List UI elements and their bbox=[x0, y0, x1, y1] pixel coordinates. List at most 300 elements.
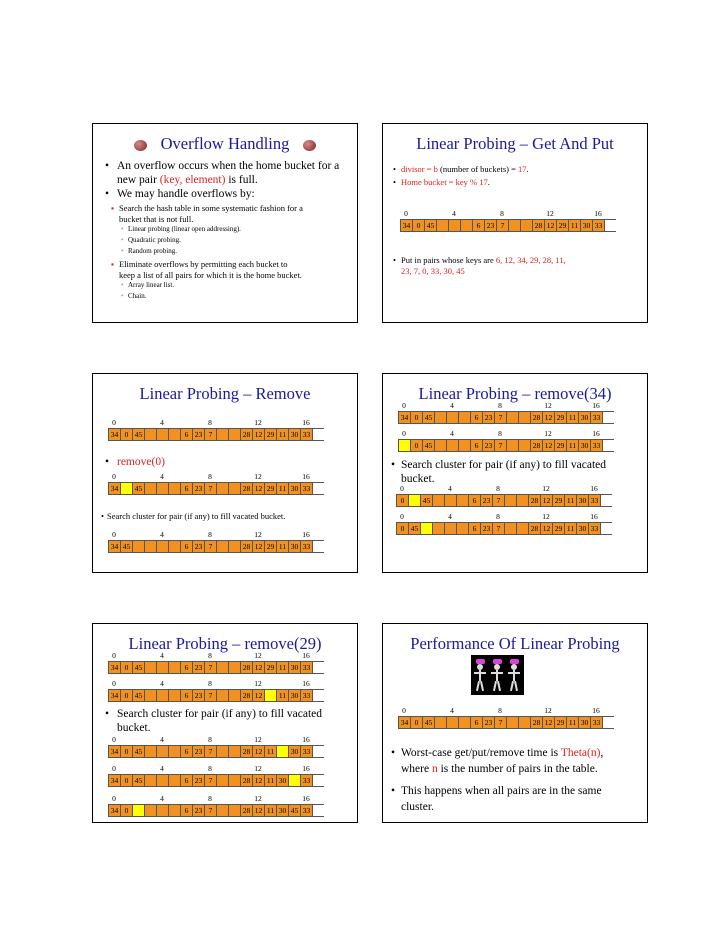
bucket-cell: 28 bbox=[241, 429, 253, 440]
bucket-cell bbox=[157, 746, 169, 757]
slide-remove-34 bbox=[382, 373, 648, 573]
bucket-cell: 45 bbox=[133, 775, 145, 786]
bucket-cell bbox=[157, 662, 169, 673]
bucket-cell: 0 bbox=[397, 495, 409, 506]
index-label: 16 bbox=[590, 484, 598, 493]
bucket-cell: 12 bbox=[541, 523, 553, 534]
index-labels bbox=[108, 679, 324, 689]
bucket-cell: 34 bbox=[109, 541, 121, 552]
bucket-cell: 45 bbox=[423, 440, 435, 451]
bucket-cell: 33 bbox=[593, 220, 605, 231]
bucket-row bbox=[398, 411, 614, 424]
bucket-cell: 30 bbox=[289, 429, 301, 440]
bucket-row bbox=[108, 661, 324, 674]
bucket-cell: 23 bbox=[193, 483, 205, 494]
bucket-cell: 29 bbox=[553, 495, 565, 506]
bucket-cell: 30 bbox=[289, 541, 301, 552]
bucket-cell bbox=[133, 541, 145, 552]
bucket-cell: 0 bbox=[411, 717, 423, 728]
index-label: 16 bbox=[302, 679, 310, 688]
index-label: 12 bbox=[544, 401, 552, 410]
bucket-cell bbox=[169, 746, 181, 757]
bucket-cell: 34 bbox=[109, 483, 121, 494]
bucket-cell: 23 bbox=[483, 412, 495, 423]
index-label: 16 bbox=[302, 418, 310, 427]
bucket-cell bbox=[445, 495, 457, 506]
ornament-icon bbox=[134, 140, 147, 151]
hash-table bbox=[108, 651, 324, 674]
bucket-cell: 30 bbox=[289, 746, 301, 757]
bucket-cell: 33 bbox=[589, 495, 601, 506]
bucket-cell: 6 bbox=[181, 541, 193, 552]
slide-title: Performance Of Linear Probing bbox=[410, 634, 620, 653]
bucket-cell bbox=[157, 690, 169, 701]
bucket-cell: 11 bbox=[565, 495, 577, 506]
index-label: 12 bbox=[254, 530, 262, 539]
bucket-cell: 11 bbox=[277, 483, 289, 494]
index-label: 4 bbox=[160, 472, 164, 481]
index-label: 4 bbox=[450, 429, 454, 438]
slide-get-and-put bbox=[382, 123, 648, 323]
bucket-cell: 11 bbox=[569, 220, 581, 231]
bucket-cell: 23 bbox=[193, 690, 205, 701]
index-label: 4 bbox=[160, 794, 164, 803]
hash-table bbox=[108, 794, 324, 817]
bucket-cell: 45 bbox=[121, 541, 133, 552]
bucket-cell bbox=[459, 717, 471, 728]
bucket-cell: 0 bbox=[121, 662, 133, 673]
dancing-skeletons-image bbox=[471, 655, 524, 695]
bucket-cell: 34 bbox=[399, 717, 411, 728]
bucket-cell: 7 bbox=[205, 746, 217, 757]
bucket-row bbox=[396, 522, 612, 535]
bucket-cell bbox=[169, 429, 181, 440]
bucket-cell: 6 bbox=[181, 746, 193, 757]
bucket-cell bbox=[435, 717, 447, 728]
bucket-cell: 28 bbox=[533, 220, 545, 231]
bullet: • Search cluster for pair (if any) to fill vacated bucket. bbox=[391, 459, 606, 485]
bucket-cell: 33 bbox=[301, 805, 313, 816]
bucket-cell: 34 bbox=[109, 805, 121, 816]
bucket-cell bbox=[289, 775, 301, 786]
bucket-cell: 12 bbox=[253, 775, 265, 786]
bucket-cell: 29 bbox=[553, 523, 565, 534]
bucket-cell: 7 bbox=[495, 412, 507, 423]
bullet: • Worst-case get/put/remove time is Theta(n), where n is the number of pairs in the table. bbox=[391, 747, 604, 775]
slide-title: Linear Probing – remove(34) bbox=[418, 384, 612, 403]
bucket-cell bbox=[507, 717, 519, 728]
index-label: 0 bbox=[112, 679, 116, 688]
bullet: • Search cluster for pair (if any) to fill vacated bucket. bbox=[101, 511, 286, 521]
index-labels bbox=[108, 418, 324, 428]
bucket-cell: 30 bbox=[277, 805, 289, 816]
bucket-cell: 7 bbox=[493, 495, 505, 506]
bullet: • remove(0) bbox=[105, 456, 165, 468]
bucket-cell: 12 bbox=[253, 483, 265, 494]
index-label: 0 bbox=[402, 706, 406, 715]
index-label: 8 bbox=[498, 706, 502, 715]
bucket-cell bbox=[229, 775, 241, 786]
bucket-cell: 0 bbox=[121, 805, 133, 816]
bucket-cell bbox=[217, 805, 229, 816]
bucket-cell bbox=[229, 662, 241, 673]
index-label: 4 bbox=[450, 706, 454, 715]
bucket-cell: 11 bbox=[277, 690, 289, 701]
bucket-cell: 12 bbox=[541, 495, 553, 506]
bucket-row bbox=[398, 439, 614, 452]
index-label: 4 bbox=[448, 484, 452, 493]
ornament-icon bbox=[303, 140, 316, 151]
index-label: 4 bbox=[160, 764, 164, 773]
index-label: 0 bbox=[112, 651, 116, 660]
bucket-cell: 45 bbox=[133, 662, 145, 673]
bucket-cell bbox=[519, 717, 531, 728]
index-label: 16 bbox=[302, 472, 310, 481]
bucket-cell bbox=[229, 746, 241, 757]
index-label: 4 bbox=[160, 530, 164, 539]
index-label: 0 bbox=[112, 472, 116, 481]
bullet: • This happens when all pairs are in the same cluster. bbox=[391, 785, 602, 813]
bucket-cell: 34 bbox=[399, 412, 411, 423]
sub-sub-bullet: • Random probing. bbox=[121, 247, 177, 255]
bucket-cell: 28 bbox=[241, 690, 253, 701]
bucket-cell: 45 bbox=[409, 523, 421, 534]
index-label: 4 bbox=[160, 735, 164, 744]
bucket-cell: 45 bbox=[421, 495, 433, 506]
bucket-cell: 28 bbox=[531, 717, 543, 728]
bullet: • Put in pairs whose keys are 6, 12, 34, 29, 28, 11, 23, 7, 0, 33, 30, 45 bbox=[393, 255, 566, 276]
bucket-cell bbox=[145, 429, 157, 440]
bucket-cell: 12 bbox=[253, 690, 265, 701]
bucket-cell: 33 bbox=[591, 412, 603, 423]
sub-sub-bullet: • Quadratic probing. bbox=[121, 236, 181, 244]
slide-performance bbox=[382, 623, 648, 823]
bucket-cell bbox=[157, 805, 169, 816]
bucket-cell bbox=[145, 662, 157, 673]
bucket-cell: 6 bbox=[181, 483, 193, 494]
bucket-cell bbox=[509, 220, 521, 231]
bucket-cell: 30 bbox=[289, 662, 301, 673]
bucket-cell bbox=[437, 220, 449, 231]
hash-table bbox=[398, 429, 614, 452]
sub-sub-bullet: • Chain. bbox=[121, 292, 147, 300]
slide-remove-29 bbox=[92, 623, 358, 823]
bucket-cell: 7 bbox=[205, 805, 217, 816]
index-labels bbox=[108, 764, 324, 774]
bucket-cell bbox=[461, 220, 473, 231]
bucket-cell: 33 bbox=[589, 523, 601, 534]
slide-overflow-handling bbox=[92, 123, 358, 323]
bucket-cell bbox=[133, 805, 145, 816]
bucket-cell bbox=[517, 523, 529, 534]
hash-table bbox=[108, 764, 324, 787]
bucket-cell bbox=[277, 746, 289, 757]
index-label: 16 bbox=[590, 512, 598, 521]
bucket-cell: 11 bbox=[265, 775, 277, 786]
bucket-cell bbox=[507, 440, 519, 451]
bucket-cell: 28 bbox=[531, 412, 543, 423]
hash-table bbox=[398, 706, 614, 729]
slide-title: Overflow Handling bbox=[93, 134, 357, 154]
bucket-cell: 12 bbox=[545, 220, 557, 231]
bucket-cell bbox=[519, 412, 531, 423]
bucket-cell: 7 bbox=[205, 541, 217, 552]
bucket-cell: 6 bbox=[181, 805, 193, 816]
bucket-cell: 34 bbox=[401, 220, 413, 231]
bucket-cell: 0 bbox=[121, 746, 133, 757]
bucket-cell bbox=[229, 690, 241, 701]
bullet: • We may handle overflows by: bbox=[105, 188, 255, 200]
slide-title: Linear Probing – remove(29) bbox=[128, 634, 322, 653]
bucket-cell: 33 bbox=[591, 440, 603, 451]
bucket-cell: 0 bbox=[121, 690, 133, 701]
bucket-cell: 34 bbox=[109, 662, 121, 673]
bucket-cell: 6 bbox=[181, 662, 193, 673]
bucket-cell: 12 bbox=[253, 429, 265, 440]
bucket-cell: 30 bbox=[579, 717, 591, 728]
bucket-cell bbox=[217, 483, 229, 494]
index-labels bbox=[108, 735, 324, 745]
bucket-cell: 23 bbox=[193, 662, 205, 673]
index-label: 8 bbox=[208, 679, 212, 688]
bucket-cell bbox=[457, 495, 469, 506]
bucket-cell: 33 bbox=[591, 717, 603, 728]
hash-table bbox=[108, 530, 324, 553]
hash-table bbox=[108, 735, 324, 758]
bucket-cell bbox=[217, 746, 229, 757]
bucket-cell bbox=[217, 662, 229, 673]
bucket-cell: 45 bbox=[423, 412, 435, 423]
bucket-cell: 6 bbox=[469, 523, 481, 534]
bucket-cell: 23 bbox=[193, 805, 205, 816]
bucket-cell bbox=[157, 775, 169, 786]
bucket-cell: 30 bbox=[577, 523, 589, 534]
bucket-cell bbox=[449, 220, 461, 231]
index-label: 0 bbox=[112, 530, 116, 539]
bucket-cell: 33 bbox=[301, 690, 313, 701]
bucket-cell: 12 bbox=[253, 541, 265, 552]
hash-table bbox=[108, 679, 324, 702]
bucket-cell: 34 bbox=[109, 429, 121, 440]
index-label: 8 bbox=[208, 418, 212, 427]
index-label: 0 bbox=[112, 735, 116, 744]
bucket-cell bbox=[217, 775, 229, 786]
bucket-cell bbox=[169, 805, 181, 816]
bucket-cell bbox=[457, 523, 469, 534]
bucket-cell: 29 bbox=[555, 440, 567, 451]
index-label: 0 bbox=[112, 794, 116, 803]
index-label: 16 bbox=[302, 764, 310, 773]
bucket-cell: 33 bbox=[301, 483, 313, 494]
bucket-cell: 7 bbox=[205, 483, 217, 494]
bucket-cell bbox=[435, 412, 447, 423]
bucket-cell: 6 bbox=[471, 440, 483, 451]
bucket-cell: 33 bbox=[301, 775, 313, 786]
index-label: 8 bbox=[500, 209, 504, 218]
bucket-cell bbox=[157, 483, 169, 494]
bucket-cell: 29 bbox=[265, 483, 277, 494]
bullet: • Home bucket = key % 17. bbox=[393, 177, 490, 187]
index-label: 12 bbox=[254, 651, 262, 660]
index-label: 0 bbox=[402, 429, 406, 438]
bucket-cell: 11 bbox=[567, 440, 579, 451]
index-label: 0 bbox=[404, 209, 408, 218]
bucket-cell: 23 bbox=[193, 746, 205, 757]
bucket-cell bbox=[521, 220, 533, 231]
slide-title: Linear Probing – Remove bbox=[139, 384, 311, 403]
bucket-row bbox=[396, 494, 612, 507]
index-labels bbox=[396, 512, 612, 522]
bucket-cell: 11 bbox=[277, 541, 289, 552]
index-label: 0 bbox=[400, 484, 404, 493]
index-label: 16 bbox=[592, 401, 600, 410]
bucket-cell: 28 bbox=[241, 662, 253, 673]
bucket-cell: 0 bbox=[397, 523, 409, 534]
bucket-cell bbox=[421, 523, 433, 534]
index-label: 8 bbox=[208, 794, 212, 803]
bucket-cell: 11 bbox=[567, 412, 579, 423]
index-label: 12 bbox=[254, 794, 262, 803]
bucket-cell: 7 bbox=[205, 775, 217, 786]
index-label: 12 bbox=[254, 735, 262, 744]
bucket-cell: 12 bbox=[543, 412, 555, 423]
bucket-row bbox=[108, 540, 324, 553]
bucket-cell: 7 bbox=[495, 440, 507, 451]
bucket-cell bbox=[169, 662, 181, 673]
bucket-cell: 0 bbox=[121, 775, 133, 786]
bucket-cell: 33 bbox=[301, 429, 313, 440]
index-label: 8 bbox=[208, 735, 212, 744]
bucket-row bbox=[400, 219, 616, 232]
index-label: 12 bbox=[544, 429, 552, 438]
index-label: 8 bbox=[208, 764, 212, 773]
index-label: 16 bbox=[302, 735, 310, 744]
hash-table bbox=[396, 484, 612, 507]
bucket-cell: 12 bbox=[253, 662, 265, 673]
bucket-cell bbox=[157, 541, 169, 552]
bucket-cell bbox=[229, 805, 241, 816]
bucket-cell: 30 bbox=[277, 775, 289, 786]
bucket-cell: 12 bbox=[253, 805, 265, 816]
index-label: 8 bbox=[208, 651, 212, 660]
index-label: 8 bbox=[208, 530, 212, 539]
slide-title: Linear Probing – Get And Put bbox=[416, 134, 614, 153]
index-labels bbox=[400, 209, 616, 219]
bucket-cell bbox=[459, 412, 471, 423]
bucket-cell: 29 bbox=[265, 541, 277, 552]
bucket-cell: 45 bbox=[423, 717, 435, 728]
bucket-cell bbox=[145, 690, 157, 701]
bucket-cell: 7 bbox=[493, 523, 505, 534]
index-labels bbox=[108, 472, 324, 482]
bucket-cell: 34 bbox=[109, 690, 121, 701]
bucket-cell: 30 bbox=[289, 483, 301, 494]
bucket-cell: 6 bbox=[181, 429, 193, 440]
bucket-cell: 28 bbox=[529, 495, 541, 506]
bucket-cell bbox=[229, 483, 241, 494]
index-label: 8 bbox=[498, 429, 502, 438]
bucket-cell: 0 bbox=[413, 220, 425, 231]
index-label: 12 bbox=[542, 512, 550, 521]
index-label: 16 bbox=[302, 794, 310, 803]
index-label: 0 bbox=[402, 401, 406, 410]
bucket-cell bbox=[435, 440, 447, 451]
bucket-cell bbox=[145, 805, 157, 816]
bucket-cell: 11 bbox=[265, 746, 277, 757]
index-label: 16 bbox=[594, 209, 602, 218]
sub-bullet: ▪ Eliminate overflows by permitting each bucket to keep a list of all pairs for which it is the home bucket. bbox=[111, 259, 302, 280]
bucket-cell: 11 bbox=[277, 662, 289, 673]
bucket-cell: 33 bbox=[301, 541, 313, 552]
index-labels bbox=[108, 794, 324, 804]
bucket-cell: 11 bbox=[567, 717, 579, 728]
hash-table bbox=[400, 209, 616, 232]
index-label: 0 bbox=[112, 764, 116, 773]
bucket-cell bbox=[447, 717, 459, 728]
bucket-cell: 28 bbox=[241, 483, 253, 494]
index-label: 4 bbox=[448, 512, 452, 521]
bucket-cell bbox=[217, 541, 229, 552]
bucket-row bbox=[108, 428, 324, 441]
bucket-cell: 33 bbox=[301, 746, 313, 757]
bucket-cell bbox=[507, 412, 519, 423]
bucket-cell: 28 bbox=[531, 440, 543, 451]
sub-sub-bullet: • Array linear list. bbox=[121, 281, 175, 289]
bucket-cell bbox=[157, 429, 169, 440]
index-label: 8 bbox=[496, 484, 500, 493]
index-label: 4 bbox=[452, 209, 456, 218]
bucket-cell: 45 bbox=[133, 429, 145, 440]
bucket-cell: 6 bbox=[471, 412, 483, 423]
bullet: • An overflow occurs when the home bucket for a new pair (key, element) is full. bbox=[105, 160, 340, 186]
bucket-cell: 23 bbox=[483, 717, 495, 728]
index-label: 16 bbox=[302, 651, 310, 660]
bucket-cell bbox=[409, 495, 421, 506]
bucket-row bbox=[108, 745, 324, 758]
hash-table bbox=[108, 472, 324, 495]
bucket-cell bbox=[145, 541, 157, 552]
bucket-cell: 7 bbox=[497, 220, 509, 231]
bucket-cell bbox=[145, 775, 157, 786]
bucket-cell: 28 bbox=[529, 523, 541, 534]
bucket-cell: 30 bbox=[581, 220, 593, 231]
index-label: 8 bbox=[208, 472, 212, 481]
index-label: 8 bbox=[498, 401, 502, 410]
bucket-cell: 0 bbox=[121, 429, 133, 440]
bucket-cell: 30 bbox=[577, 495, 589, 506]
bucket-cell bbox=[505, 523, 517, 534]
index-label: 4 bbox=[450, 401, 454, 410]
bucket-cell: 28 bbox=[241, 746, 253, 757]
bucket-row bbox=[398, 716, 614, 729]
bucket-cell bbox=[169, 541, 181, 552]
index-labels bbox=[398, 429, 614, 439]
index-label: 4 bbox=[160, 651, 164, 660]
bucket-cell: 33 bbox=[301, 662, 313, 673]
index-label: 4 bbox=[160, 418, 164, 427]
bucket-cell: 11 bbox=[277, 429, 289, 440]
index-label: 12 bbox=[254, 472, 262, 481]
index-labels bbox=[108, 530, 324, 540]
bucket-cell bbox=[229, 541, 241, 552]
bucket-cell bbox=[169, 690, 181, 701]
bucket-cell: 12 bbox=[253, 746, 265, 757]
index-label: 12 bbox=[544, 706, 552, 715]
bucket-cell: 45 bbox=[425, 220, 437, 231]
bucket-cell: 34 bbox=[109, 746, 121, 757]
bucket-cell: 29 bbox=[265, 662, 277, 673]
bucket-cell bbox=[121, 483, 133, 494]
